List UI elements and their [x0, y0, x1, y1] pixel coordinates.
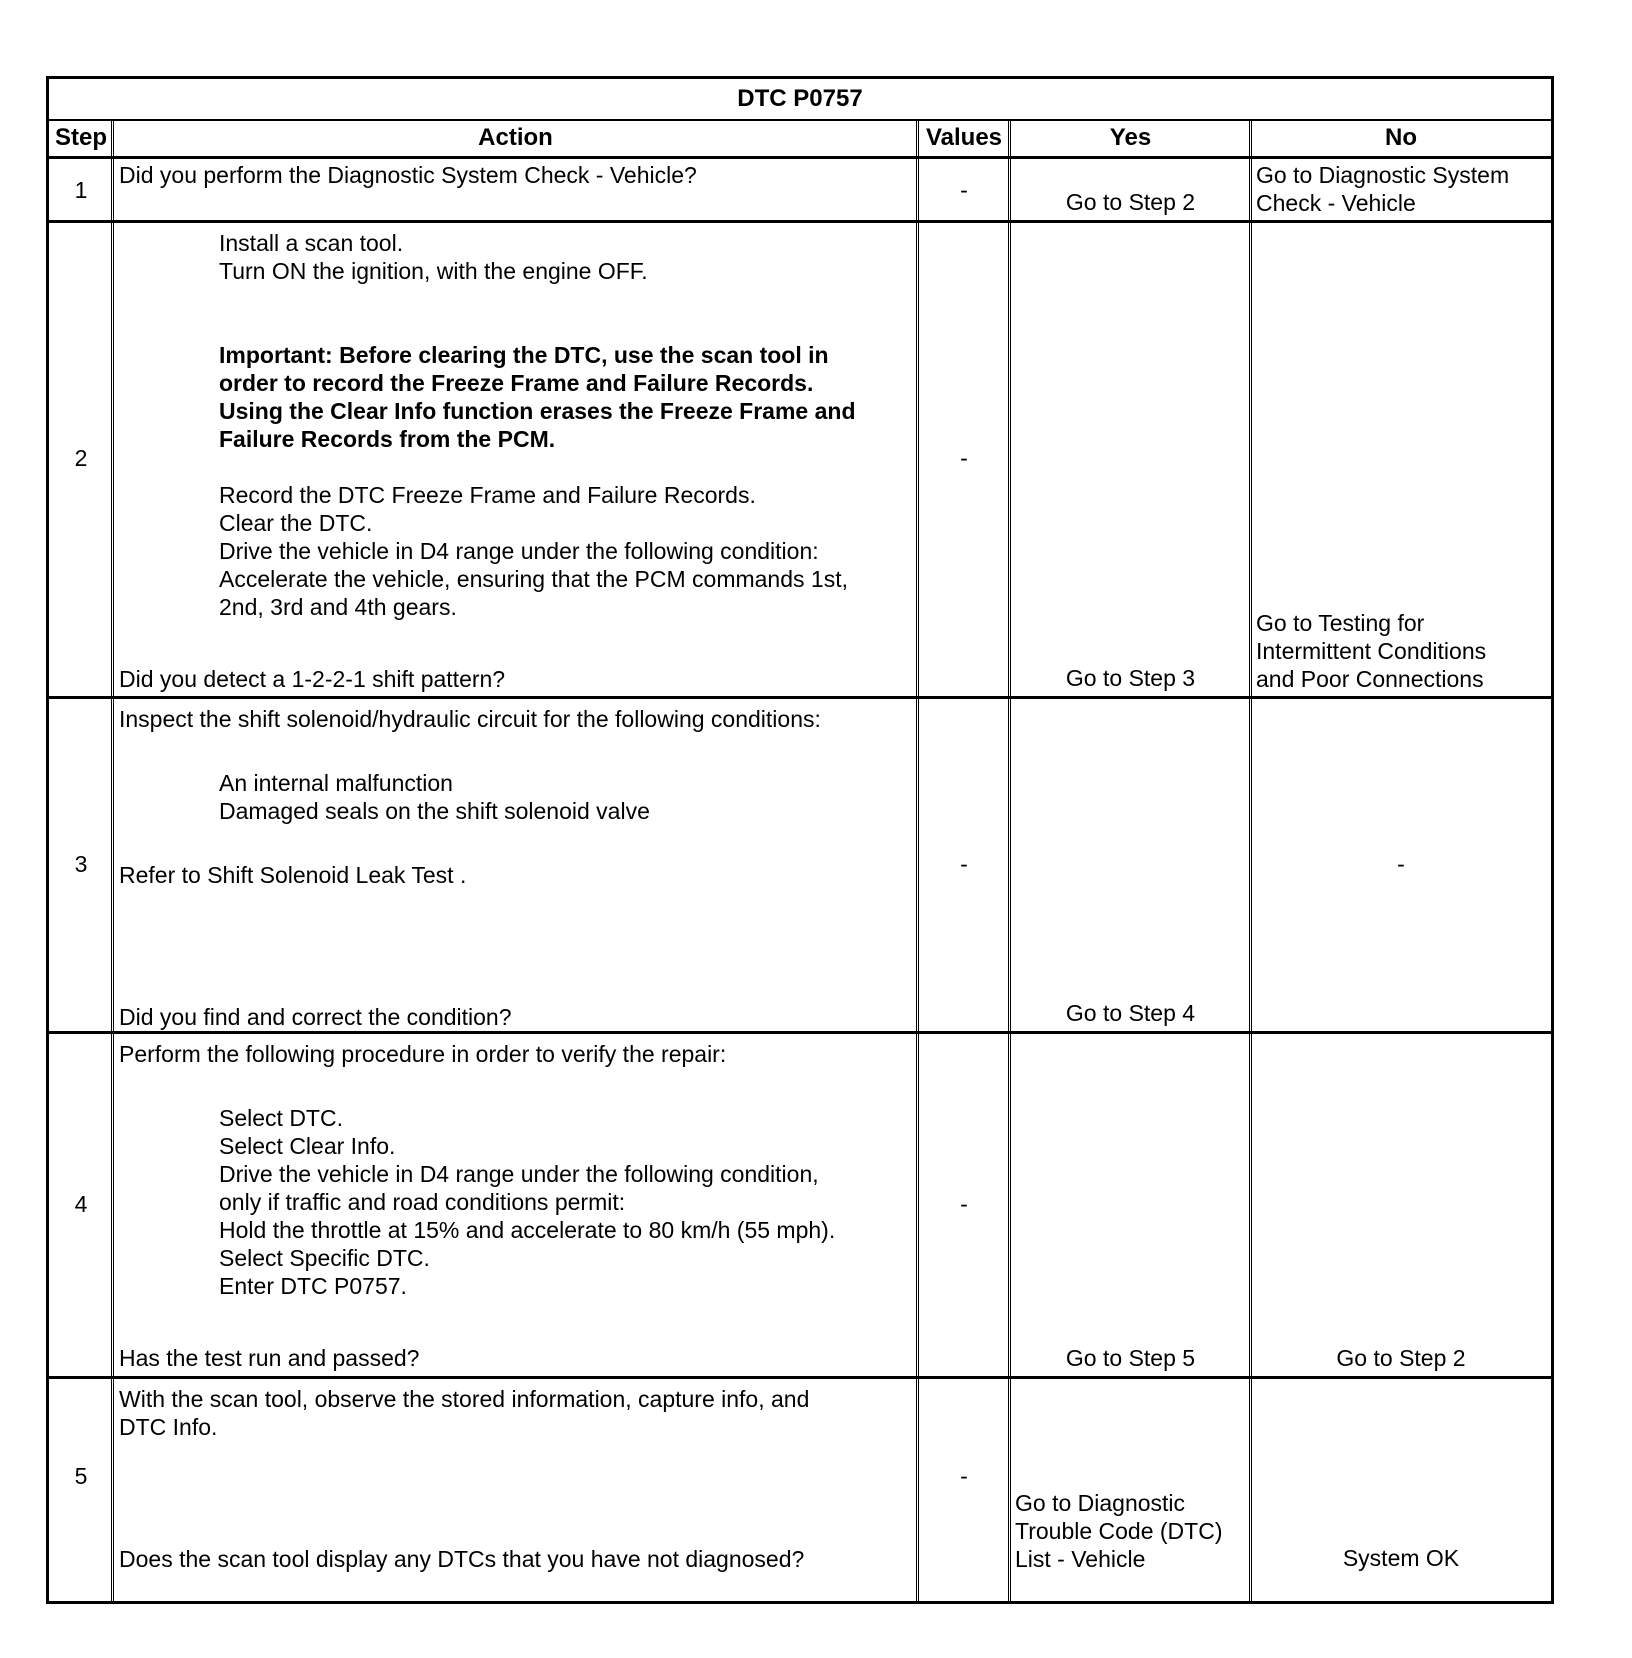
- step-number: 4: [74, 1190, 88, 1217]
- action-intro: Inspect the shift solenoid/hydraulic circuit for the following conditions:: [119, 706, 821, 732]
- header-no: No: [1251, 119, 1551, 159]
- no-cell: [1256, 609, 1548, 693]
- header-step: Step: [49, 119, 113, 159]
- action-question: Has the test run and passed?: [119, 1345, 420, 1371]
- action-intro: Perform the following procedure in order to verify the repair:: [119, 1041, 727, 1067]
- important-note: Important: Before clearing the DTC, use the scan tool in order to record the Freeze Frame and Failure Records. Using the Clear Info function erases the Freeze Frame and Failure Records from the PCM.: [219, 342, 856, 452]
- action-intro: With the scan tool, observe the stored information, capture info, and DTC Info.: [119, 1386, 810, 1440]
- no-text: Go to Testing for Intermittent Conditions and Poor Connections: [1256, 610, 1487, 692]
- values-cell: -: [960, 176, 968, 203]
- action-question: Did you perform the Diagnostic System Check - Vehicle?: [119, 162, 697, 188]
- header-yes: Yes: [1010, 119, 1251, 159]
- yes-cell: Go to Step 5: [1065, 1345, 1196, 1371]
- dtc-table: [46, 76, 1554, 1604]
- refer-link-text: Refer to Shift Solenoid Leak Test .: [119, 862, 467, 888]
- yes-cell: Go to Step 3: [1065, 665, 1196, 691]
- values-cell: -: [960, 1190, 968, 1217]
- values-cell: -: [960, 850, 968, 877]
- action-text: [119, 1385, 914, 1441]
- yes-text: Go to Diagnostic Trouble Code (DTC) List - Vehicle: [1015, 1490, 1223, 1572]
- step-number: 2: [74, 445, 88, 471]
- yes-cell: Go to Step 2: [1065, 189, 1196, 215]
- action-question: Did you detect a 1-2-2-1 shift pattern?: [119, 666, 506, 692]
- header-values: Values: [918, 119, 1010, 159]
- step-number: 1: [74, 176, 88, 203]
- action-text: [119, 229, 914, 621]
- table-title: DTC P0757: [49, 79, 1551, 121]
- action-question: Does the scan tool display any DTCs that you have not diagnosed?: [119, 1546, 805, 1572]
- no-cell: -: [1397, 850, 1405, 877]
- no-cell: [1256, 161, 1548, 217]
- yes-cell: [1015, 1489, 1249, 1573]
- action-steps: Record the DTC Freeze Frame and Failure Records. Clear the DTC. Drive the vehicle in D4 range under the following condition: Accelerate the vehicle, ensuring that the PCM commands 1st, 2nd, 3rd and 4th gears.: [219, 482, 848, 620]
- action-question: Did you find and correct the condition?: [119, 1004, 512, 1030]
- no-cell: Go to Step 2: [1336, 1345, 1466, 1371]
- step-number: 5: [74, 1463, 88, 1489]
- action-text: [119, 705, 914, 889]
- no-text: Go to Diagnostic System Check - Vehicle: [1256, 162, 1510, 216]
- row-divider: [49, 220, 1551, 223]
- action-text: [119, 1040, 914, 1300]
- yes-cell: Go to Step 4: [1065, 1000, 1196, 1026]
- condition-list: An internal malfunction Damaged seals on the shift solenoid valve: [219, 770, 650, 824]
- step-number: 3: [74, 850, 88, 877]
- no-cell: System OK: [1342, 1545, 1460, 1571]
- action-text: [119, 161, 914, 189]
- header-action: Action: [113, 119, 918, 159]
- procedure-list: Select DTC. Select Clear Info. Drive the vehicle in D4 range under the following condition, only if traffic and road conditions permit: Hold the throttle at 15% and accelerate to 80 km/h (55 mph). Select Specific DTC. Enter DTC P0757.: [219, 1105, 836, 1299]
- action-steps: Install a scan tool. Turn ON the ignition, with the engine OFF.: [219, 230, 648, 284]
- values-cell: -: [960, 445, 968, 471]
- values-cell: -: [960, 1463, 968, 1489]
